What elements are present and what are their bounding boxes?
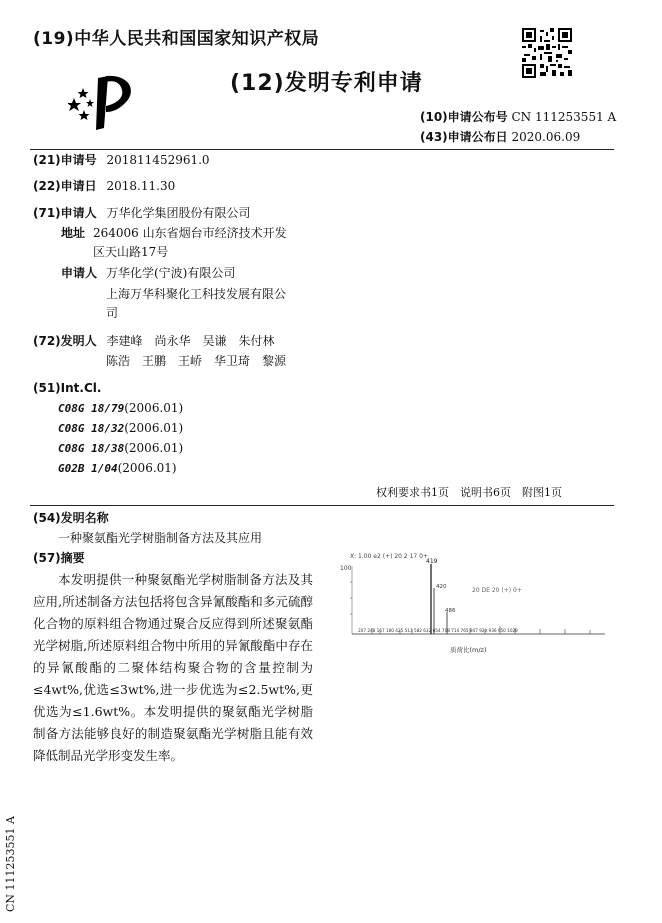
int-cl-entry — [58, 440, 183, 457]
figure-x-label: 质荷比(m/z) — [450, 646, 487, 654]
applicant-row — [33, 205, 251, 221]
application-number-row — [33, 152, 210, 168]
peak-label: 420 — [436, 584, 447, 590]
int-cl-version: (2006.01) — [124, 401, 184, 415]
document-type-title: (12)发明专利申请 — [230, 71, 423, 96]
applicant-name: 万华化学集团股份有限公司 — [106, 206, 251, 220]
int-cl-entry — [58, 400, 183, 417]
inventor-label: (72)发明人 — [33, 334, 97, 348]
publication-number-row — [420, 108, 616, 125]
inventors-line-1: 李建峰 尚永华 吴谦 朱付林 — [106, 334, 275, 348]
int-cl-version: (2006.01) — [117, 461, 177, 475]
peak-label-main: 419 — [426, 558, 438, 565]
application-date-label: (22)申请日 — [33, 179, 97, 193]
side-publication-number: CN 111253551 A — [4, 816, 17, 912]
publication-date-row — [420, 128, 580, 145]
address-label: 地址 — [61, 226, 86, 240]
invention-title-label: (54)发明名称 — [33, 511, 109, 525]
int-cl-code: C08G 18/38 — [58, 442, 125, 455]
office-title: (19)中华人民共和国国家知识产权局 — [33, 29, 320, 49]
applicant2-label: 申请人 — [61, 266, 98, 280]
address-line-2: 区天山路17号 — [93, 245, 169, 259]
figure-y-top-label: 100 — [340, 565, 352, 572]
publication-number-label: (10)申请公布号 — [420, 110, 508, 124]
int-cl-entry — [58, 460, 177, 477]
application-number: 201811452961.0 — [106, 153, 210, 167]
invention-title: 一种聚氨酯光学树脂制备方法及其应用 — [58, 531, 263, 545]
int-cl-version: (2006.01) — [124, 421, 184, 435]
applicant2-line-1: 万华化学(宁波)有限公司 — [106, 266, 236, 280]
application-number-label: (21)申请号 — [33, 153, 97, 167]
publication-date: 2020.06.09 — [511, 130, 581, 144]
figure-tick-labels: 207 248 167 180 425 513 582 632 654 708 714 765 847 920 936 950 1028 — [358, 628, 518, 633]
int-cl-code: C08G 18/32 — [58, 422, 125, 435]
qr-code — [522, 28, 572, 78]
address-line-1: 264006 山东省烟台市经济技术开发 — [93, 226, 287, 240]
abstract-figure — [340, 552, 610, 662]
section-rule — [30, 505, 614, 506]
page-count: 权利要求书1页 说明书6页 附图1页 — [376, 486, 562, 499]
int-cl-label: (51)Int.Cl. — [33, 381, 102, 395]
figure-inset-text: 20 DE 20 (+) 0+ — [472, 587, 522, 594]
application-date: 2018.11.30 — [106, 179, 176, 193]
inventor-row — [33, 333, 275, 349]
abstract-text: 本发明提供一种聚氨酯光学树脂制备方法及其应用,所述制备方法包括将包含异氰酸酯和多元硫醇化合物的原料组合物通过聚合反应得到所述聚氨酯光学树脂,所述原料组合物中所用的异氰酸酯中存在的异氰酸酯的二聚体结构聚合物的含量控制为≤4wt%,优选≤3wt%,进一步优选为≤2.5wt%,更优选为≤1.6wt%。本发明提供的聚氨酯光学树脂制备方法能够良好的制造聚氨酯光学树脂且能有效降低制品光学形变发生率。 — [33, 572, 313, 763]
cnipa-logo — [68, 70, 138, 132]
header-rule — [30, 149, 614, 150]
applicant-label: (71)申请人 — [33, 206, 97, 220]
applicant2-line-3: 司 — [106, 306, 119, 320]
abstract-label: (57)摘要 — [33, 551, 85, 565]
peak-label: 486 — [445, 608, 456, 614]
int-cl-code: G02B 1/04 — [58, 462, 118, 475]
publication-number: CN 111253551 A — [511, 110, 617, 124]
applicant2-line-2: 上海万华科聚化工科技发展有限公 — [106, 287, 287, 301]
int-cl-version: (2006.01) — [124, 441, 184, 455]
int-cl-entry — [58, 420, 183, 437]
application-date-row — [33, 178, 175, 194]
int-cl-code: C08G 18/79 — [58, 402, 125, 415]
figure-header: X: 1.00 e2 (+) 20 2 17 0+ — [350, 553, 428, 560]
inventors-line-2: 陈浩 王鹏 王峤 华卫琦 黎源 — [106, 354, 287, 368]
publication-date-label: (43)申请公布日 — [420, 130, 508, 144]
